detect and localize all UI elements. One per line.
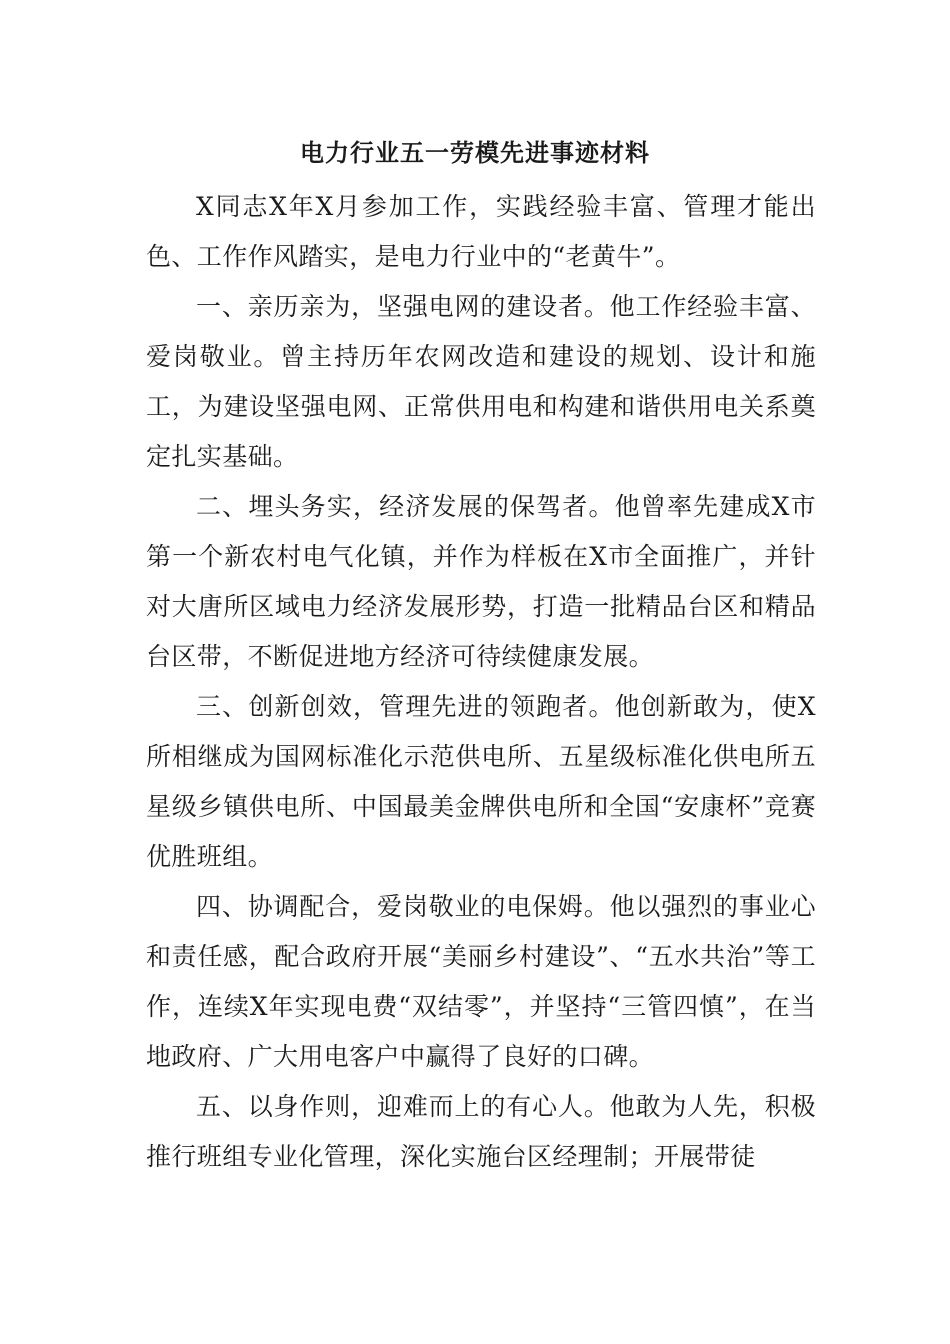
paragraph-section-4: 四、协调配合，爱岗敬业的电保姆。他以强烈的事业心和责任感，配合政府开展“美丽乡村建设”、“五水共治”等工作，连续X年实现电费“双结零”，并坚持“三管四慎”，在当地政府、广大用电客户中赢得了良好的口碑。	[146, 892, 816, 1071]
paragraph-section-1: 一、亲历亲为，坚强电网的建设者。他工作经验丰富、爱岗敬业。曾主持历年农网改造和建设的规划、设计和施工，为建设坚强电网、正常供用电和构建和谐供用电关系奠定扎实基础。	[146, 292, 816, 471]
paragraph-section-3: 三、创新创效，管理先进的领跑者。他创新敢为，使X所相继成为国网标准化示范供电所、五星级标准化供电所五星级乡镇供电所、中国最美金牌供电所和全国“安康杯”竞赛优胜班组。	[146, 692, 816, 871]
paragraph-section-5: 五、以身作则，迎难而上的有心人。他敢为人先，积极推行班组专业化管理，深化实施台区经理制；开展带徒	[146, 1092, 816, 1171]
document-title: 电力行业五一劳模先进事迹材料	[300, 138, 650, 167]
paragraph-intro: X同志X年X月参加工作，实践经验丰富、管理才能出色、工作作风踏实，是电力行业中的“老黄牛”。	[146, 192, 816, 271]
document-body	[146, 182, 816, 1182]
paragraph-section-2: 二、埋头务实，经济发展的保驾者。他曾率先建成X市第一个新农村电气化镇，并作为样板在X市全面推广，并针对大唐所区域电力经济发展形势，打造一批精品台区和精品台区带，不断促进地方经济可待续健康发展。	[146, 492, 816, 671]
